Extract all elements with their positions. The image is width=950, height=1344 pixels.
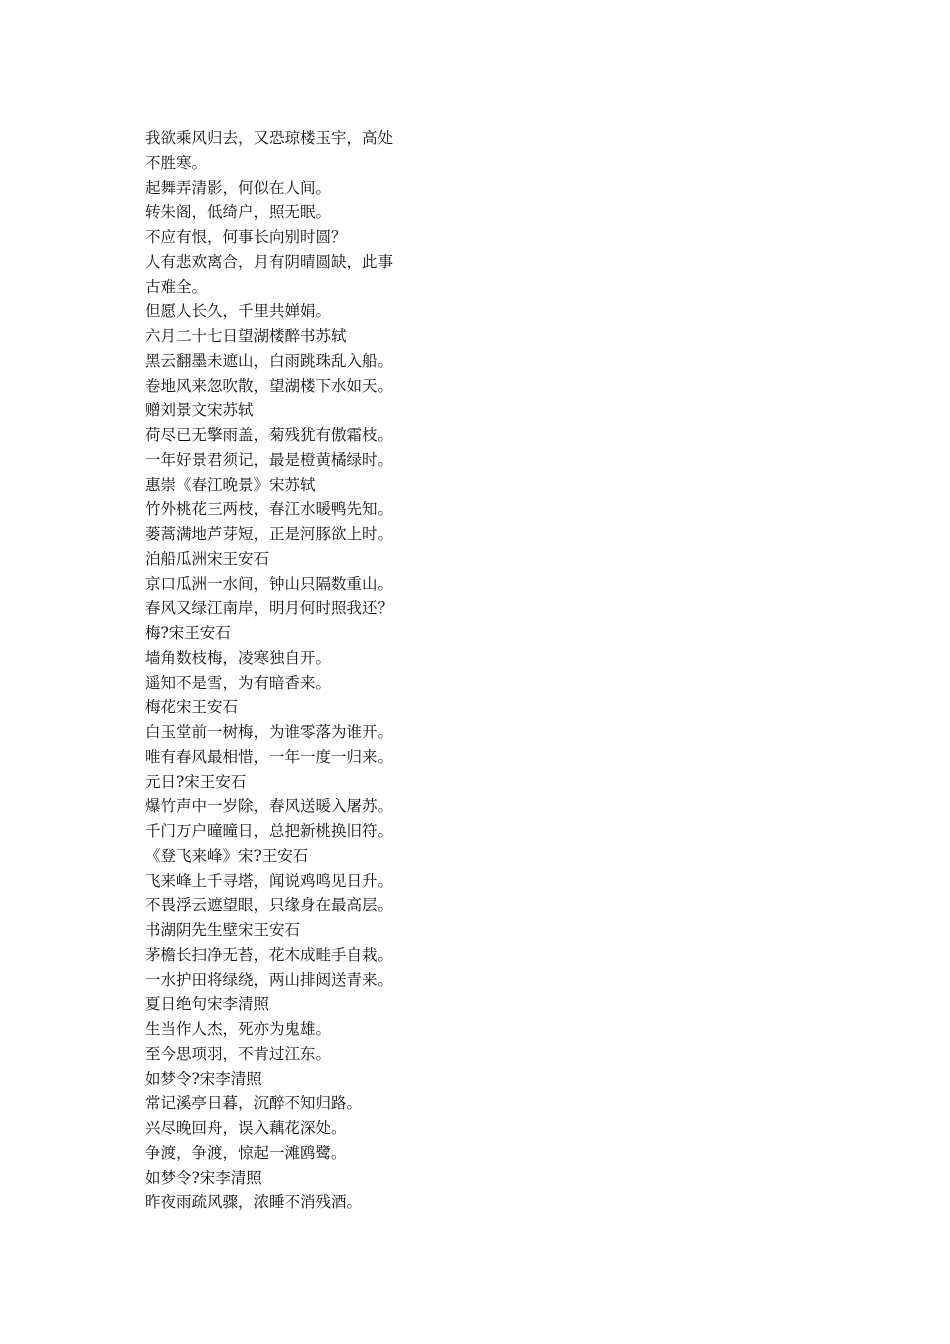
text-line: 书湖阴先生壁宋王安石 xyxy=(145,921,301,939)
text-line: 昨夜雨疏风骤，浓睡不消残酒。 xyxy=(145,1193,363,1212)
text-line: 墙角数枝梅，凌寒独自开。 xyxy=(145,648,332,667)
text-line: 爆竹声中一岁除，春风送暖入屠苏。 xyxy=(145,797,394,816)
text-line: 赠刘景文宋苏轼 xyxy=(145,401,254,420)
text-line: 千门万户曈曈日，总把新桃换旧符。 xyxy=(145,822,394,840)
text-line: 飞来峰上千寻塔，闻说鸡鸣见日升。 xyxy=(145,871,394,890)
poem-text-block xyxy=(145,126,445,1215)
text-line: 常记溪亭日暮，沉醉不知归路。 xyxy=(145,1094,363,1113)
text-line: 泊船瓜洲宋王安石 xyxy=(145,549,270,568)
text-line: 《登飞来峰》宋?王安石 xyxy=(145,846,309,865)
text-line: 遥知不是雪，为有暗香来。 xyxy=(145,673,332,692)
text-line: 梅花宋王安石 xyxy=(145,698,239,717)
text-line: 夏日绝句宋李清照 xyxy=(145,995,270,1014)
text-line: 兴尽晚回舟，误入藕花深处。 xyxy=(145,1119,347,1137)
text-line: 一水护田将绿绕，两山排闼送青来。 xyxy=(145,970,394,989)
text-line: 生当作人杰，死亦为鬼雄。 xyxy=(145,1020,332,1038)
text-line: 不胜寒。 xyxy=(145,153,208,172)
text-line: 不应有恨，何事长向别时圆？ xyxy=(145,228,347,246)
text-line: 唯有春风最相惜，一年一度一归来。 xyxy=(145,747,394,766)
text-line: 春风又绿江南岸，明月何时照我还？ xyxy=(145,599,394,618)
text-line: 京口瓜洲一水间，钟山只隔数重山。 xyxy=(145,574,394,593)
text-line: 元日?宋王安石 xyxy=(145,772,247,791)
text-line: 一年好景君须记，最是橙黄橘绿时。 xyxy=(145,450,394,469)
text-line: 茅檐长扫净无苔，花木成畦手自栽。 xyxy=(145,945,394,964)
text-line: 如梦令?宋李清照 xyxy=(145,1069,262,1088)
text-line: 惠崇《春江晚景》宋苏轼 xyxy=(145,475,316,494)
text-line: 起舞弄清影，何似在人间。 xyxy=(145,178,332,197)
text-line: 争渡，争渡，惊起一滩鸥鹭。 xyxy=(145,1143,347,1162)
text-line: 黑云翻墨未遮山，白雨跳珠乱入船。 xyxy=(145,351,394,370)
text-line: 人有悲欢离合，月有阴晴圆缺，此事 xyxy=(145,252,394,271)
text-line: 如梦令?宋李清照 xyxy=(145,1168,262,1187)
text-line: 转朱阁，低绮户，照无眠。 xyxy=(145,203,332,222)
text-line: 蒌蒿满地芦芽短，正是河豚欲上时。 xyxy=(145,525,394,543)
text-line: 卷地风来忽吹散，望湖楼下水如天。 xyxy=(145,376,394,395)
text-line: 至今思项羽，不肯过江东。 xyxy=(145,1044,332,1063)
text-line: 白玉堂前一树梅，为谁零落为谁开。 xyxy=(145,723,394,741)
text-line: 梅?宋王安石 xyxy=(145,624,231,642)
text-line: 但愿人长久，千里共婵娟。 xyxy=(145,302,332,321)
text-line: 我欲乘风归去，又恐琼楼玉宇，高处 xyxy=(145,129,394,147)
text-line: 六月二十七日望湖楼醉书苏轼 xyxy=(145,327,347,345)
text-line: 荷尽已无擎雨盖，菊残犹有傲霜枝。 xyxy=(145,426,394,444)
text-line: 竹外桃花三两枝，春江水暖鸭先知。 xyxy=(145,500,394,519)
text-line: 不畏浮云遮望眼，只缘身在最高层。 xyxy=(145,896,394,915)
text-line: 古难全。 xyxy=(145,277,208,296)
